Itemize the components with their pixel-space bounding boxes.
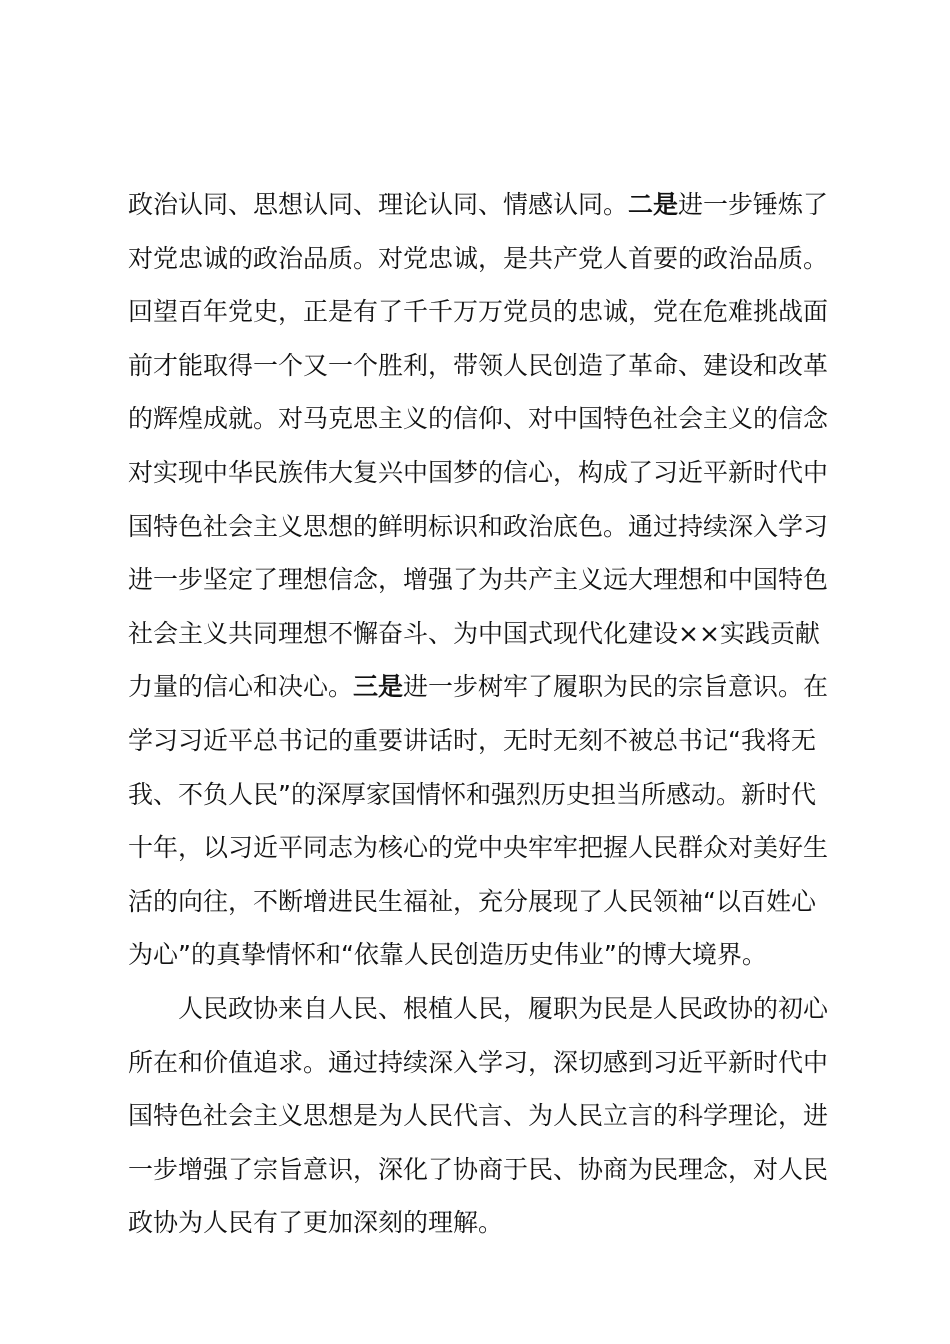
text-line — [128, 178, 848, 232]
text-run: 国特色社会主义思想的鲜明标识和政治底色。通过持续深入学习 — [128, 511, 829, 541]
text-run: 政治认同、思想认同、理论认同、情感认同。 — [128, 190, 629, 219]
text-line — [128, 553, 848, 607]
text-line — [128, 660, 848, 714]
text-run: 政协为人民有了更加深刻的理解。 — [128, 1208, 504, 1238]
text-line — [128, 821, 848, 875]
paragraph-2 — [128, 982, 848, 1250]
text-run: 对党忠诚的政治品质。对党忠诚，是共产党人首要的政治品质。 — [128, 243, 829, 273]
text-run: 进一步锤炼了 — [678, 190, 829, 219]
text-run: 对实现中华民族伟大复兴中国梦的信心，构成了习近平新时代中 — [128, 457, 829, 487]
text-run: 社会主义共同理想不懈奋斗、为中国式现代化建设××实践贡献 — [128, 618, 820, 648]
text-run: 力量的信心和决心。 — [128, 672, 354, 702]
text-line — [128, 500, 848, 554]
text-line — [128, 714, 848, 768]
bold-heading-run: 三是 — [353, 672, 404, 702]
text-run: 人民政协来自人民、根植人民，履职为民是人民政协的初心 — [178, 993, 829, 1023]
text-line — [128, 446, 848, 500]
text-line — [128, 607, 848, 661]
paragraph-1 — [128, 178, 848, 982]
text-line — [128, 982, 848, 1036]
body-text — [128, 178, 848, 1250]
text-run: 活的向往，不断增进民生福祉，充分展现了人民领袖“以百姓心 — [128, 886, 816, 916]
text-line — [128, 1089, 848, 1143]
text-run: 我、不负人民”的深厚家国情怀和强烈历史担当所感动。新时代 — [128, 779, 816, 809]
text-line — [128, 392, 848, 446]
text-run: 为心”的真挚情怀和“依靠人民创造历史伟业”的博大境界。 — [128, 940, 767, 970]
text-run: 前才能取得一个又一个胜利，带领人民创造了革命、建设和改革 — [128, 350, 829, 380]
bold-heading-run: 二是 — [628, 190, 679, 219]
text-run: 十年，以习近平同志为核心的党中央牢牢把握人民群众对美好生 — [128, 833, 829, 863]
text-run: 学习习近平总书记的重要讲话时，无时无刻不被总书记“我将无 — [128, 725, 816, 755]
text-run: 进一步坚定了理想信念，增强了为共产主义远大理想和中国特色 — [128, 565, 829, 595]
text-line — [128, 768, 848, 822]
text-line — [128, 1036, 848, 1090]
text-line — [128, 1196, 848, 1250]
text-run: 一步增强了宗旨意识，深化了协商于民、协商为民理念，对人民 — [128, 1154, 829, 1184]
text-run: 所在和价值追求。通过持续深入学习，深切感到习近平新时代中 — [128, 1047, 829, 1077]
text-run: 进一步树牢了履职为民的宗旨意识。在 — [403, 672, 829, 702]
text-line — [128, 232, 848, 286]
text-line — [128, 285, 848, 339]
text-line — [128, 928, 848, 982]
text-line — [128, 339, 848, 393]
text-line — [128, 875, 848, 929]
text-run: 的辉煌成就。对马克思主义的信仰、对中国特色社会主义的信念 — [128, 404, 829, 434]
text-run: 回望百年党史，正是有了千千万万党员的忠诚，党在危难挑战面 — [128, 297, 829, 327]
text-run: 国特色社会主义思想是为人民代言、为人民立言的科学理论，进 — [128, 1101, 829, 1131]
text-line — [128, 1143, 848, 1197]
